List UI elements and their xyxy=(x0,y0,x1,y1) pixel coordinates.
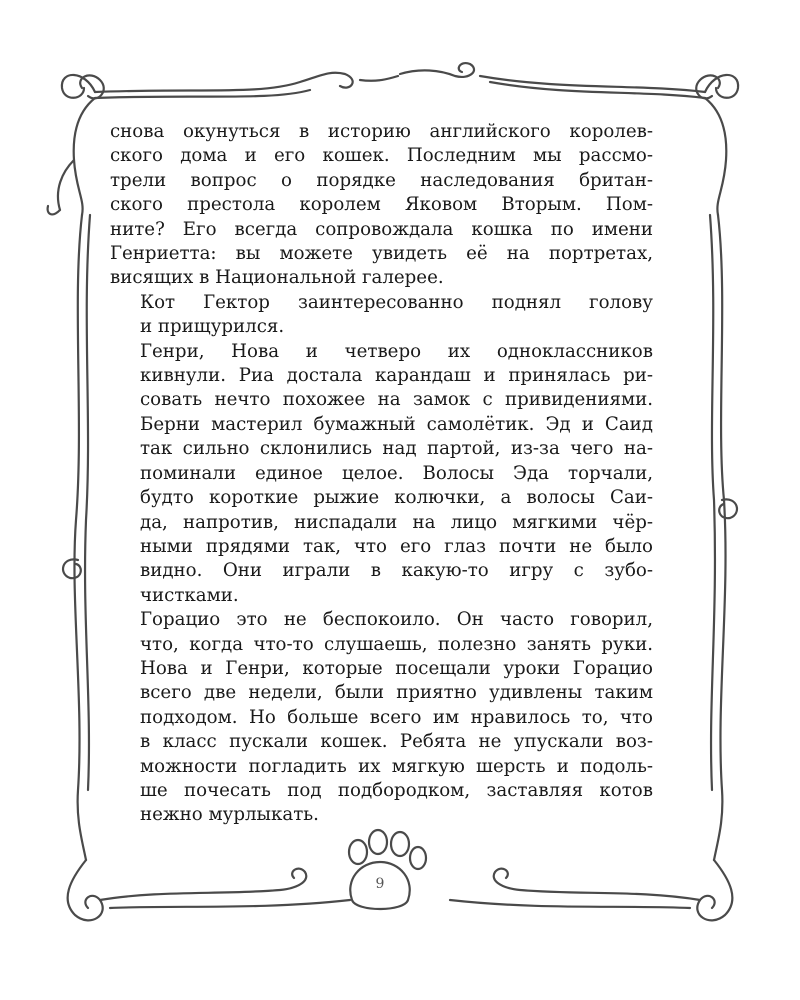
text-line: ните? Его всегда сопровождала кошка по имени xyxy=(110,218,653,240)
paragraph xyxy=(110,608,653,828)
paragraph xyxy=(110,120,653,291)
text-line: так сильно склонились над партой, из-за чего на- xyxy=(140,438,653,460)
text-line: кивнули. Риа достала карандаш и принялась ри- xyxy=(140,365,653,387)
text-line: всего две недели, были приятно удивлены таким xyxy=(140,682,653,704)
text-line: ными прядями так, что его глаз почти не было xyxy=(140,535,653,557)
text-line: что, когда что-то слушаешь, полезно занять руки. xyxy=(140,633,653,655)
text-line: в класс пускали кошек. Ребята не упускали воз- xyxy=(140,731,653,753)
corner-flourish-top-left xyxy=(58,75,104,215)
paw-print-icon xyxy=(349,830,426,909)
text-line: совать нечто похожее на замок с привидениями. xyxy=(140,389,653,411)
page-body xyxy=(110,120,653,828)
paragraph xyxy=(110,291,653,340)
text-line: снова окунуться в историю английского королев- xyxy=(110,121,653,142)
text-line: нежно мурлыкать. xyxy=(140,804,319,826)
text-line: Горацио это не беспокоило. Он часто говорил, xyxy=(140,609,653,631)
corner-flourish-top-right xyxy=(696,75,738,215)
text-line: поминали единое целое. Волосы Эда торчали, xyxy=(140,462,653,484)
text-line: Нова и Генри, которые посещали уроки Горацио xyxy=(140,657,653,679)
top-border-line xyxy=(95,73,353,92)
corner-flourish-bottom-right xyxy=(494,860,733,920)
text-line: и прищурился. xyxy=(140,316,285,338)
corner-flourish-bottom-left xyxy=(68,860,307,920)
text-line: видно. Они играли в какую-то игру с зубо- xyxy=(140,560,653,582)
left-border-line xyxy=(74,215,86,860)
text-line: можности погладить их мягкую шерсть и подоль- xyxy=(140,755,653,777)
text-line: ского дома и его кошек. Последним мы рассмо- xyxy=(110,145,653,167)
text-line: подходом. Но больше всего им нравилось то, что xyxy=(140,706,653,728)
text-line: чистками. xyxy=(140,584,239,606)
paragraph xyxy=(110,340,653,608)
text-line: Кот Гектор заинтересованно поднял голову xyxy=(140,291,653,313)
text-line: Генри, Нова и четверо их одноклассников xyxy=(140,340,653,362)
text-line: трели вопрос о порядке наследования британ- xyxy=(110,169,653,191)
text-line: Генриетта: вы можете увидеть её на портретах, xyxy=(110,243,653,265)
text-line: будто короткие рыжие колючки, а волосы Саи- xyxy=(140,487,653,509)
text-line: ского престола королем Яковом Вторым. Пом- xyxy=(110,194,653,216)
text-line: ше почесать под подбородком, заставляя котов xyxy=(140,779,653,801)
page-number: 9 xyxy=(375,876,385,892)
text-line: да, напротив, ниспадали на лицо мягкими чёр- xyxy=(140,511,653,533)
text-line: Берни мастерил бумажный самолётик. Эд и Саид xyxy=(140,413,653,435)
text-line: висящих в Национальной галерее. xyxy=(110,267,444,289)
